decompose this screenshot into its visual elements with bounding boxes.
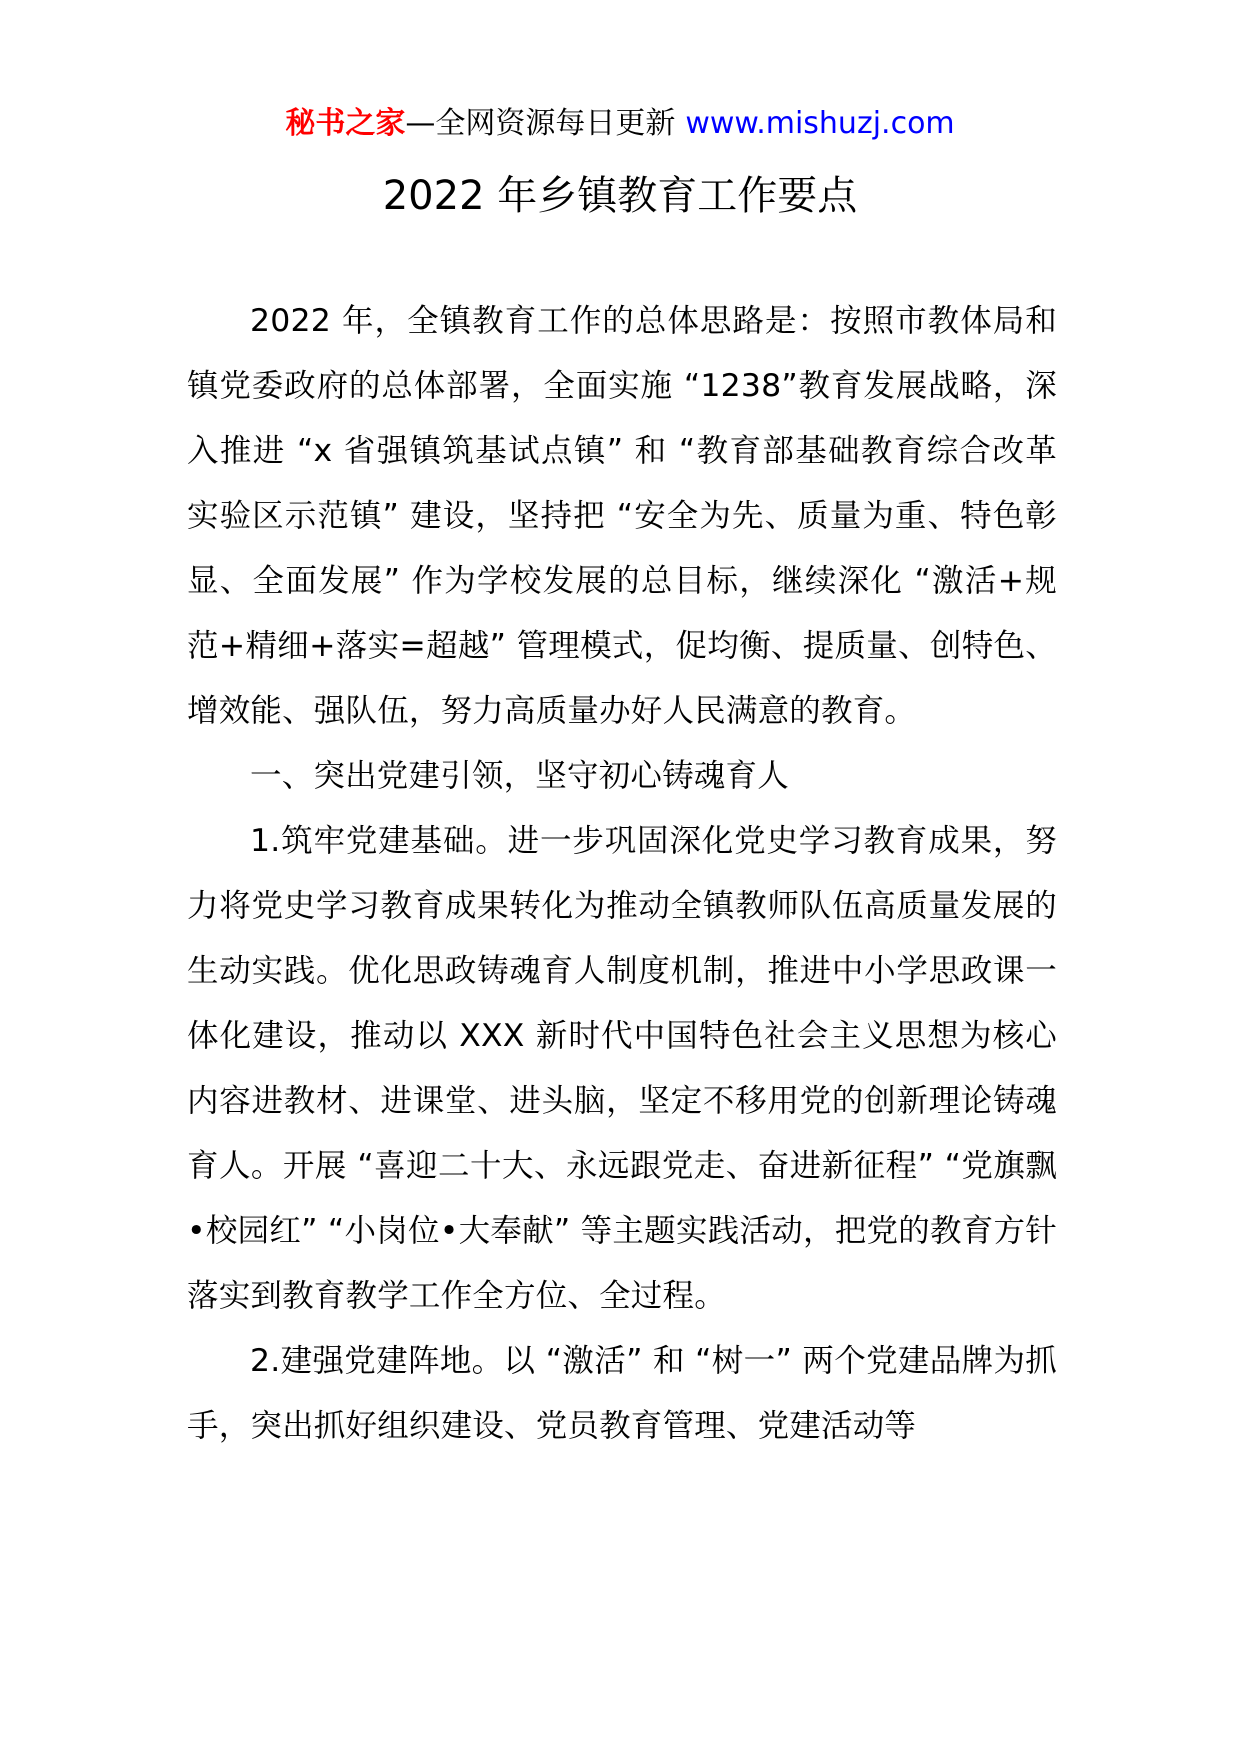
document-body	[187, 289, 1057, 1459]
site-slogan: —全网资源每日更新	[405, 106, 676, 141]
paragraph-item-1: 1.筑牢党建基础。进一步巩固深化党史学习教育成果，努力将党史学习教育成果转化为推动全镇教师队伍高质量发展的生动实践。优化思政铸魂育人制度机制，推进中小学思政课一体化建设，推动以 XXX 新时代中国特色社会主义思想为核心内容进教材、进课堂、进头脑，坚定不移用党的创新理论铸魂育人。开展 “喜迎二十大、永远跟党走、奋进新征程” “党旗飘•校园红” “小岗位•大奉献” 等主题实践活动，把党的教育方针落实到教育教学工作全方位、全过程。	[187, 823, 1057, 1314]
document-title: 2022 年乡镇教育工作要点	[382, 173, 858, 219]
site-brand: 秘书之家	[285, 106, 406, 141]
paragraph-item-2: 2.建强党建阵地。以 “激活” 和 “树一” 两个党建品牌为抓手，突出抓好组织建设、党员教育管理、党建活动等	[187, 1343, 1057, 1444]
site-header	[0, 104, 1240, 144]
section-heading-1: 一、突出党建引领，坚守初心铸魂育人	[250, 758, 789, 794]
paragraph-intro: 2022 年，全镇教育工作的总体思路是：按照市教体局和镇党委政府的总体部署，全面实施 “1238”教育发展战略，深入推进 “x 省强镇筑基试点镇” 和 “教育部基础教育综合改革实验区示范镇” 建设，坚持把 “安全为先、质量为重、特色彰显、全面发展” 作为学校发展的总目标，继续深化 “激活+规范+精细+落实=超越” 管理模式，促均衡、提质量、创特色、增效能、强队伍，努力高质量办好人民满意的教育。	[187, 303, 1057, 729]
site-url-link[interactable]: www.mishuzj.com	[685, 106, 955, 141]
